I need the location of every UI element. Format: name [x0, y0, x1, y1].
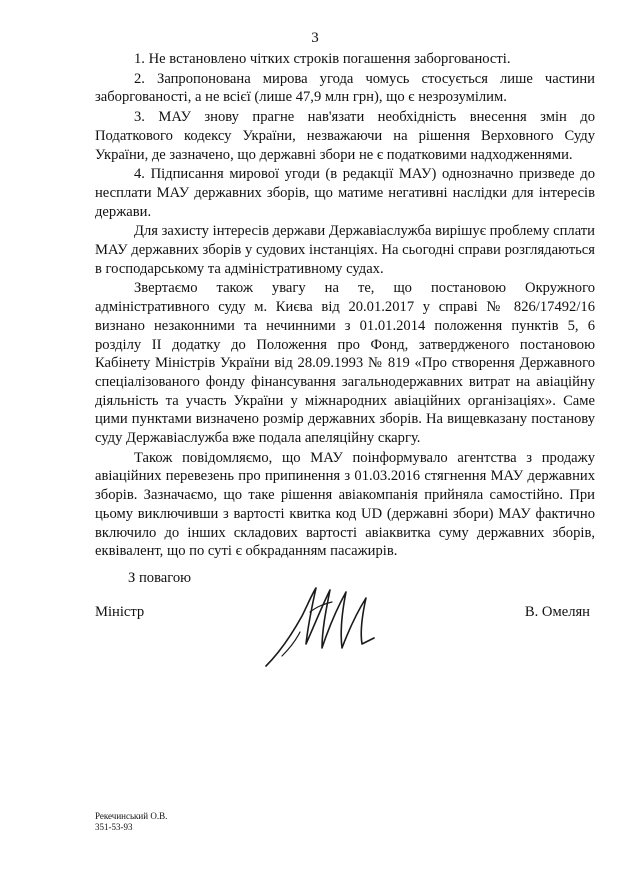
page-number: 3	[311, 30, 319, 46]
paragraph-7: Також повідомляємо, що МАУ поінформувало агентства з продажу авіаційних перевезень про припинення з 01.03.2016 стягнення МАУ державних зборів. Зазначаємо, що таке рішення авіакомпанія прийняла самостійно. При цьому виключивши з вартості квитка код UD (державні збори) МАУ фактично включило до інших складових вартості авіаквитка суму державних зборів, еквівалент, що по суті є обкраданням пасажирів.	[95, 449, 595, 560]
paragraph-4: 4. Підписання мирової угоди (в редакції МАУ) однозначно призведе до несплати МАУ державних зборів, що матиме негативні наслідки для інтересів держави.	[95, 166, 595, 220]
letter-body	[95, 50, 595, 562]
handwritten-signature	[262, 582, 382, 672]
executor-name: Рекечинський О.В.	[95, 811, 168, 821]
paragraph-5: Для захисту інтересів держави Державіаслужба вирішує проблему сплати МАУ державних зборів у судових інстанціях. На сьогодні справи розглядаються в господарському та адміністративному судах.	[95, 223, 595, 277]
paragraph-2: 2. Запропонована мирова угода чомусь стосується лише частини заборгованості, а не всієї (лише 47,9 млн грн), що є незрозумілим.	[95, 70, 595, 106]
executor-footer	[95, 811, 167, 833]
paragraph-6: Звертаємо також увагу на те, що постановою Окружного адміністративного суду м. Києва від 20.01.2017 у справі № 826/17492/16 визнано незаконними та нечинними з 01.01.2014 положення пунктів 5, 6 розділу ІІ додатку до Положення про Фонд, затвердженого постановою Кабінету Міністрів України від 28.09.1993 № 819 «Про створення Державного спеціалізованого фонду фінансування загальнодержавних витрат на авіаційну діяльність та участь України у міжнародних авіаційних організаціях». Саме цими пунктами визначено розмір державних зборів. На вищевказану постанову суду Державіаслужба вже подала апеляційну скаргу.	[95, 280, 595, 447]
paragraph-1: 1. Не встановлено чітких строків погашення заборгованості.	[134, 51, 511, 67]
signatory-role: Міністр	[95, 604, 145, 620]
signatory-name: В. Омелян	[524, 604, 590, 620]
paragraph-3: 3. МАУ знову прагне нав'язати необхідність внесення змін до Податкового кодексу України, незважаючи на рішення Верховного Суду України, де зазначено, що державні збори не є податковими надходженнями.	[95, 109, 595, 163]
closing-phrase: З повагою	[128, 570, 192, 586]
executor-phone: 351-53-93	[95, 822, 133, 832]
